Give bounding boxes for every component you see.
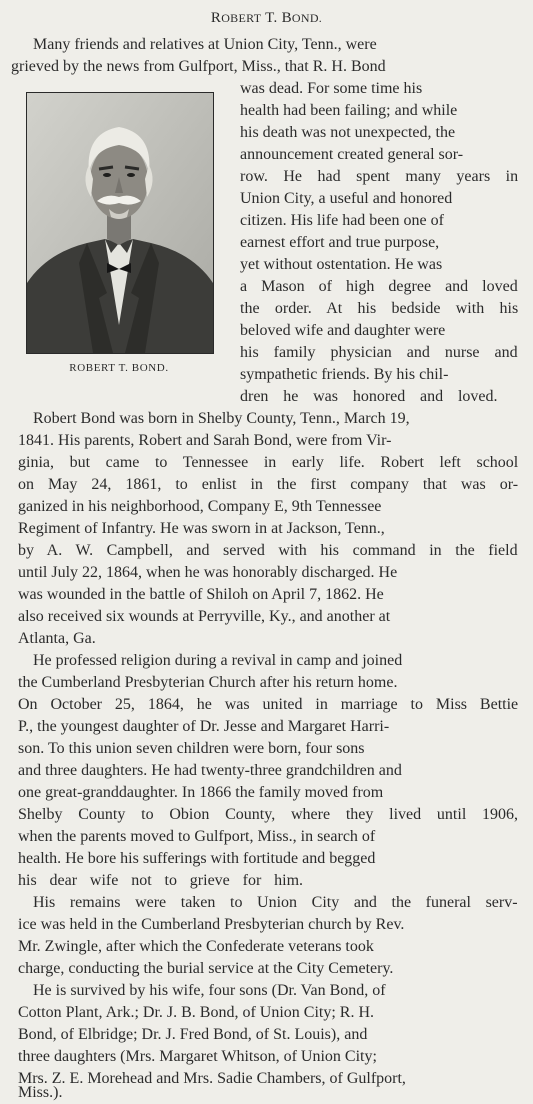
- text-line: Cotton Plant, Ark.; Dr. J. B. Bond, of Union City; R. H.: [18, 1004, 375, 1021]
- title-smallcaps-ond: OND.: [291, 11, 323, 25]
- text-line: son. To this union seven children were born, four sons: [18, 740, 365, 757]
- text-line: was dead. For some time his: [240, 80, 423, 97]
- text-line: Atlanta, Ga.: [18, 630, 96, 647]
- text-line: He is survived by his wife, four sons (Dr. Van Bond, of: [33, 982, 386, 999]
- text-line: by A. W. Campbell, and served with his command in the field: [18, 542, 518, 559]
- title-initial-r: R: [210, 10, 222, 26]
- text-line: health. He bore his sufferings with fortitude and begged: [18, 850, 376, 867]
- text-line: ginia, but came to Tennessee in early life. Robert left school: [18, 454, 519, 471]
- text-line: one great-granddaughter. In 1866 the family moved from: [18, 784, 384, 801]
- text-line: Many friends and relatives at Union City, Tenn., were: [33, 36, 377, 53]
- text-line: He professed religion during a revival in camp and joined: [33, 652, 403, 669]
- text-line: the Cumberland Presbyterian Church after his return home.: [18, 674, 398, 691]
- text-line: was wounded in the battle of Shiloh on April 7, 1862. He: [18, 586, 384, 603]
- text-line: earnest effort and true purpose,: [240, 234, 440, 251]
- text-line: on May 24, 1861, to enlist in the first company that was or-: [18, 476, 519, 493]
- text-line: Mrs. Z. E. Morehead and Mrs. Sadie Chambers, of Gulfport,: [18, 1070, 406, 1087]
- text-line: beloved wife and daughter were: [240, 322, 446, 339]
- text-line: his family physician and nurse and: [240, 344, 518, 361]
- text-line: and three daughters. He had twenty-three grandchildren and: [18, 762, 402, 779]
- text-line: yet without ostentation. He was: [240, 256, 443, 273]
- text-line: a Mason of high degree and loved: [240, 278, 518, 295]
- portrait-caption: ROBERT T. BOND.: [69, 362, 169, 374]
- text-line: On October 25, 1864, he was united in marriage to Miss Bettie: [18, 696, 519, 713]
- text-line: until July 22, 1864, when he was honorably discharged. He: [18, 564, 398, 581]
- text-line: Robert Bond was born in Shelby County, Tenn., March 19,: [33, 410, 410, 427]
- text-line: His remains were taken to Union City and the funeral serv-: [33, 894, 518, 911]
- text-line: dren he was honored and loved.: [240, 388, 498, 405]
- text-line: his death was not unexpected, the: [240, 124, 456, 141]
- text-line: charge, conducting the burial service at the City Cemetery.: [18, 960, 394, 977]
- text-line: Bond, of Elbridge; Dr. J. Fred Bond, of St. Louis), and: [18, 1026, 368, 1043]
- portrait-photo: [26, 92, 214, 354]
- text-line: announcement created general sor-: [240, 146, 464, 163]
- text-line: Union City, a useful and honored: [240, 190, 453, 207]
- text-line: Regiment of Infantry. He was sworn in at Jackson, Tenn.,: [18, 520, 385, 537]
- text-line: ganized in his neighborhood, Company E, 9th Tennessee: [18, 498, 382, 515]
- text-line: the order. At his bedside with his: [240, 300, 519, 317]
- text-line: when the parents moved to Gulfport, Miss., in search of: [18, 828, 376, 845]
- title-middle-initial: T.: [261, 10, 282, 26]
- page-title: [0, 10, 533, 27]
- text-line: row. He had spent many years in: [240, 168, 519, 185]
- text-line: Shelby County to Obion County, where they lived until 1906,: [18, 806, 519, 823]
- portrait-image: [27, 93, 213, 353]
- text-line: health had been failing; and while: [240, 102, 458, 119]
- text-line: Mr. Zwingle, after which the Confederate veterans took: [18, 938, 374, 955]
- text-line: his dear wife not to grieve for him.: [18, 872, 304, 889]
- text-line: sympathetic friends. By his chil-: [240, 366, 449, 383]
- text-line: ice was held in the Cumberland Presbyterian church by Rev.: [18, 916, 405, 933]
- title-initial-b: B: [281, 10, 292, 26]
- title-smallcaps-obert: OBERT: [221, 11, 262, 25]
- text-line: three daughters (Mrs. Margaret Whitson, of Union City;: [18, 1048, 377, 1065]
- text-line: P., the youngest daughter of Dr. Jesse and Margaret Harri-: [18, 718, 390, 735]
- text-line: citizen. His life had been one of: [240, 212, 444, 229]
- text-line: Miss.).: [18, 1084, 63, 1101]
- text-line: grieved by the news from Gulfport, Miss., that R. H. Bond: [11, 58, 386, 75]
- text-line: 1841. His parents, Robert and Sarah Bond, were from Vir-: [18, 432, 392, 449]
- text-line: also received six wounds at Perryville, Ky., and another at: [18, 608, 391, 625]
